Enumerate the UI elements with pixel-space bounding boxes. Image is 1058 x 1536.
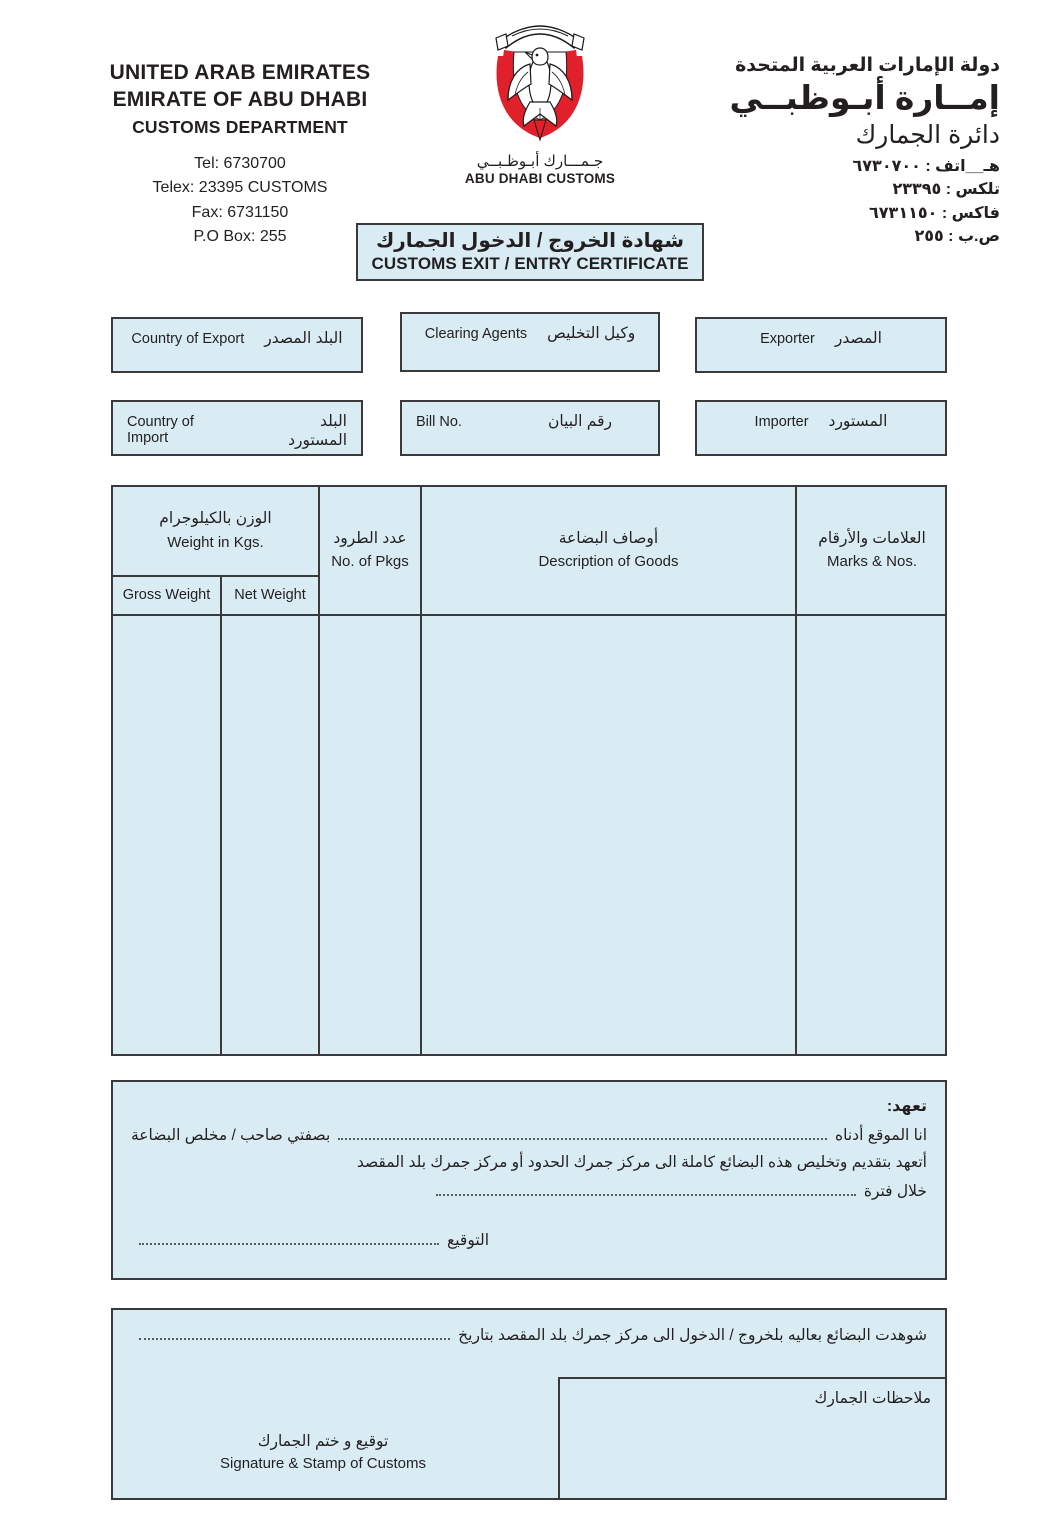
- field-label-en: Clearing Agents: [424, 326, 528, 342]
- undertaking-signature-row: [131, 1231, 927, 1250]
- undertaking-line2-text: أتعهد بتقديم وتخليص هذه البضائع كاملة الى مركز جمرك الحدود أو مركز جمرك بلد المقصد: [356, 1154, 927, 1171]
- field-label-ar: المصدر: [834, 330, 882, 347]
- field-label-ar: البلد المستورد: [288, 413, 347, 449]
- table-header-description-of-goods: [422, 487, 795, 614]
- organization-block-arabic: [620, 54, 1000, 248]
- undertaking-signature-input[interactable]: [139, 1232, 439, 1245]
- field-label-ar: رقم البيان: [547, 413, 612, 430]
- undertaking-signature-label: التوقيع: [447, 1232, 490, 1249]
- telephone-en: Tel: 6730700: [194, 155, 286, 172]
- telex-en: Telex: 23395 CUSTOMS: [152, 179, 328, 197]
- field-label-ar: المستورد: [828, 413, 888, 430]
- field-label-en: Country of Import: [127, 414, 194, 446]
- undertaking-line1-input[interactable]: [338, 1127, 827, 1140]
- undertaking-line-3: [131, 1182, 927, 1201]
- certificate-title-ar: شهادة الخروج / الدخول الجمارك: [375, 230, 685, 253]
- table-cell-description-of-goods[interactable]: [422, 616, 795, 1054]
- table-header-gross-weight: [113, 575, 220, 614]
- fax-ar: فاكس : ٦٧٣١١٥٠: [869, 204, 1000, 222]
- field-label-ar: البلد المصدر: [264, 330, 343, 347]
- crest-block: [440, 22, 640, 186]
- table-cell-marks-and-nos[interactable]: [797, 616, 947, 1054]
- field-country-of-export[interactable]: [111, 317, 363, 373]
- table-header-weight-en: Weight in Kgs.: [167, 533, 264, 551]
- customs-certification-text: شوهدت البضائع بعاليه بلخروج / الدخول الى مركز جمرك بلد المقصد بتاريخ: [458, 1327, 927, 1344]
- crest-label-ar: جـمـــارك أبـوظـبــي: [476, 153, 604, 170]
- table-header-desc-en: Description of Goods: [538, 553, 679, 571]
- table-header-marks-and-nos: [797, 487, 947, 614]
- table-header-marks-ar: العلامات والأرقام: [818, 529, 926, 547]
- table-cell-gross-weight[interactable]: [113, 616, 220, 1054]
- customs-remarks-label: ملاحظات الجمارك: [814, 1390, 931, 1407]
- undertaking-period-input[interactable]: [436, 1183, 856, 1196]
- undertaking-section: [111, 1080, 947, 1280]
- customs-stamp-label-ar: توقيع و ختم الجمارك: [257, 1433, 389, 1450]
- table-header-marks-en: Marks & Nos.: [826, 553, 917, 571]
- table-header-net-weight: [222, 575, 318, 614]
- table-header-pkgs-en: No. of Pkgs: [331, 553, 409, 571]
- pobox-en: P.O Box: 255: [193, 227, 287, 245]
- organization-block-english: [60, 60, 420, 249]
- table-header-net-weight-label: Net Weight: [234, 586, 306, 603]
- department-name-ar: دائرة الجمارك: [855, 121, 1000, 150]
- telephone-ar: هـ__اتف : ٦٧٣٠٧٠٠: [852, 157, 1000, 175]
- country-name-en: UNITED ARAB EMIRATES: [109, 61, 371, 84]
- undertaking-line-2: [131, 1153, 927, 1172]
- field-label-en: Importer: [754, 414, 809, 430]
- customs-remarks-box[interactable]: [558, 1377, 947, 1500]
- customs-certification-row: [131, 1326, 927, 1345]
- country-name-ar: دولة الإمارات العربية المتحدة: [735, 55, 1000, 76]
- customs-certification-date-input[interactable]: [139, 1327, 450, 1340]
- emirate-name-ar: إمــارة أبـوظبــي: [729, 79, 1000, 116]
- goods-table: [111, 485, 947, 1056]
- telex-ar: تلكس : ٢٣٣٩٥: [892, 181, 1000, 199]
- field-clearing-agents[interactable]: [400, 312, 660, 372]
- certificate-title-box: [356, 223, 704, 281]
- table-cell-no-of-pkgs[interactable]: [320, 616, 420, 1054]
- customs-stamp-label-en: Signature & Stamp of Customs: [220, 1455, 426, 1473]
- field-bill-no[interactable]: [400, 400, 660, 456]
- table-header-gross-weight-label: Gross Weight: [122, 586, 211, 603]
- undertaking-line1-right-text: انا الموقع أدناه: [835, 1127, 927, 1144]
- certificate-title-en: CUSTOMS EXIT / ENTRY CERTIFICATE: [371, 254, 689, 274]
- department-name-en: CUSTOMS DEPARTMENT: [132, 116, 348, 137]
- field-label-en: Exporter: [760, 331, 815, 347]
- abu-dhabi-customs-emblem-icon: [484, 22, 596, 150]
- field-country-of-import[interactable]: [111, 400, 363, 456]
- crest-label-en: ABU DHABI CUSTOMS: [464, 171, 616, 186]
- field-exporter[interactable]: [695, 317, 947, 373]
- undertaking-line1-left-text: بصفتي صاحب / مخلص البضاعة: [131, 1127, 331, 1144]
- emirate-name-en: EMIRATE OF ABU DHABI: [112, 87, 368, 111]
- field-label-en: Country of Export: [131, 331, 245, 347]
- fax-en: Fax: 6731150: [191, 203, 289, 221]
- table-header-desc-ar: أوصاف البضاعة: [558, 529, 659, 547]
- customs-certification-section: [111, 1308, 947, 1500]
- field-label-ar: وكيل التخليص: [547, 325, 636, 342]
- undertaking-line-1: [131, 1126, 927, 1145]
- customs-signature-stamp-area[interactable]: [153, 1430, 493, 1476]
- table-header-weight-ar: الوزن بالكيلوجرام: [159, 510, 272, 528]
- pobox-ar: ص.ب : ٢٥٥: [914, 228, 1000, 246]
- table-header-no-of-pkgs: [320, 487, 420, 614]
- undertaking-period-label: خلال فترة: [863, 1183, 927, 1200]
- table-cell-net-weight[interactable]: [222, 616, 318, 1054]
- undertaking-title: تعهد:: [886, 1098, 927, 1115]
- field-label-en: Bill No.: [416, 414, 462, 430]
- table-header-pkgs-ar: عدد الطرود: [333, 529, 407, 547]
- table-header-weight: [113, 487, 318, 575]
- field-importer[interactable]: [695, 400, 947, 456]
